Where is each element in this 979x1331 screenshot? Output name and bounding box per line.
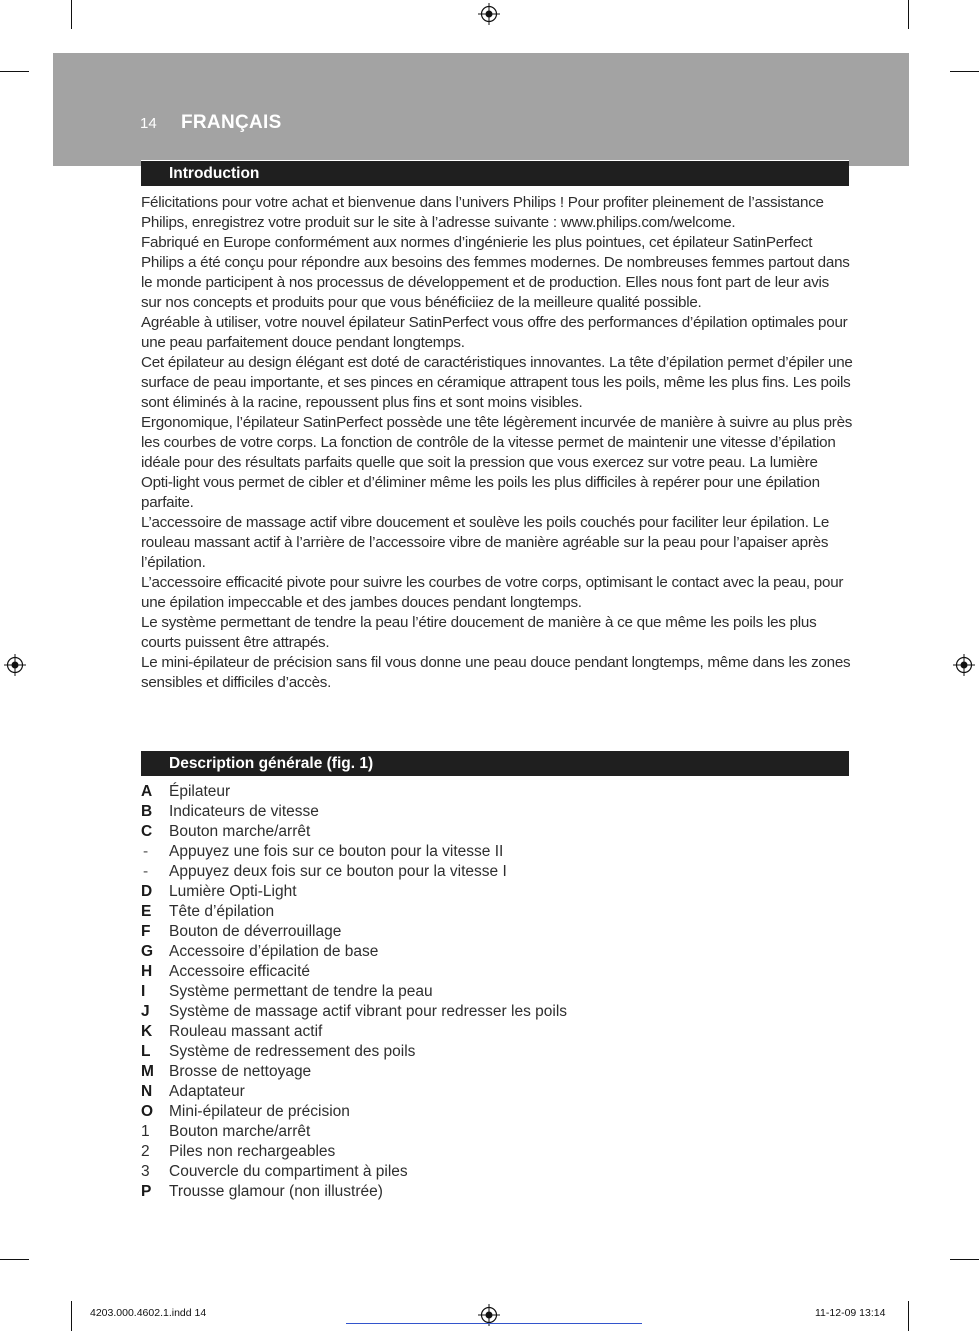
registration-mark-icon [4,654,26,676]
parts-list-item [141,842,841,862]
language-title: FRANÇAIS [181,112,282,133]
parts-item-text: Accessoire efficacité [169,963,310,980]
parts-item-key: D [141,883,153,900]
intro-paragraph: Félicitations pour votre achat et bienvenue dans l’univers Philips ! Pour profiter pleinement de l’assistance Philips, enregistrez votre produit sur le site à l’adresse suivante : www.philips.com/welcome. [141,194,824,231]
intro-paragraph: Fabriqué en Europe conformément aux normes d’ingénierie les plus pointues, cet épilateur SatinPerfect Philips a été conçu pour répondre aux besoins des femmes modernes. De nombreuses femmes partout dans le monde participent à nos processus de développement et de production. Elles nous font part de leur avis sur nos concepts et produits pour que vous bénéficiiez de la meilleure qualité possible. [141,234,850,311]
intro-paragraph: Le système permettant de tendre la peau l’étire doucement de manière à ce que même les poils les plus courts puissent être attrapés. [141,614,817,651]
crop-mark [950,1259,979,1260]
parts-item-text: Adaptateur [169,1083,245,1100]
crop-mark [0,1259,29,1260]
print-slug-file: 4203.000.4602.1.indd 14 [90,1307,207,1319]
parts-item-text: Système de massage actif vibrant pour redresser les poils [169,1003,568,1020]
section-heading-introduction [141,160,849,186]
parts-item-text: Trousse glamour (non illustrée) [169,1183,383,1200]
registration-mark-icon [478,3,500,25]
parts-list-item [141,882,841,902]
parts-item-key: P [141,1183,152,1200]
page-number: 14 [140,115,157,132]
intro-paragraph: L’accessoire efficacité pivote pour suivre les courbes de votre corps, optimisant le contact avec la peau, pour une épilation impeccable et des jambes douces pendant longtemps. [141,574,844,611]
intro-paragraph: Le mini-épilateur de précision sans fil vous donne une peau douce pendant longtemps, même dans les zones sensibles et difficiles d’accès. [141,654,851,691]
crop-mark [908,1301,909,1331]
parts-list-item [141,862,841,882]
parts-item-key: J [141,1003,150,1020]
parts-item-key: B [141,803,153,820]
parts-item-key: M [141,1063,154,1080]
parts-item-text: Accessoire d’épilation de base [169,943,379,960]
parts-item-text: Épilateur [169,783,231,800]
parts-item-key: - [143,843,149,860]
introduction-body [141,193,853,693]
parts-list-item [141,1062,841,1082]
parts-list-item [141,1162,841,1182]
parts-item-key: L [141,1043,151,1060]
parts-item-text: Mini-épilateur de précision [169,1103,350,1120]
parts-item-text: Tête d’épilation [169,903,275,920]
parts-item-key: C [141,823,153,840]
parts-item-text: Bouton marche/arrêt [169,1123,311,1140]
parts-list-item [141,1022,841,1042]
section-heading-text: Description générale (fig. 1) [169,755,374,772]
parts-item-key: A [141,783,153,800]
intro-paragraph: Ergonomique, l’épilateur SatinPerfect possède une tête légèrement incurvée de manière à suivre au plus près les courbes de votre corps. La fonction de contrôle de la vitesse permet de maintenir une vitesse d’épilation idéale pour des résultats parfaits quelle que soit la pression que vous exercez sur votre peau. La lumière Opti-light vous permet de cibler et d’éliminer même les poils les plus difficiles à repérer pour une épilation parfaite. [141,414,853,511]
parts-list-item [141,1002,841,1022]
crop-mark [950,71,979,72]
parts-item-text: Bouton de déverrouillage [169,923,342,940]
parts-item-text: Piles non rechargeables [169,1143,336,1160]
parts-list-item [141,1082,841,1102]
parts-item-key: G [141,943,154,960]
parts-item-key: I [141,983,146,1000]
parts-item-text: Rouleau massant actif [169,1023,323,1040]
parts-item-key: 2 [141,1143,150,1160]
registration-mark-icon [953,654,975,676]
parts-item-key: O [141,1103,154,1120]
parts-item-key: N [141,1083,153,1100]
parts-item-text: Indicateurs de vitesse [169,803,319,820]
parts-item-text: Brosse de nettoyage [169,1063,312,1080]
parts-item-key: - [143,863,149,880]
intro-paragraph: Agréable à utiliser, votre nouvel épilateur SatinPerfect vous offre des performances d’épilation optimales pour une peau parfaitement douce pendant longtemps. [141,314,848,351]
parts-item-text: Appuyez une fois sur ce bouton pour la vitesse II [169,843,504,860]
section-heading-text: Introduction [169,165,260,182]
parts-item-text: Système permettant de tendre la peau [169,983,433,1000]
parts-list-item [141,922,841,942]
parts-item-key: 1 [141,1123,150,1140]
slug-rule [346,1323,642,1324]
parts-item-key: K [141,1023,153,1040]
header-band [53,53,909,166]
parts-list-item [141,902,841,922]
print-slug-datetime: 11-12-09 13:14 [815,1307,886,1319]
intro-paragraph: L’accessoire de massage actif vibre doucement et soulève les poils couchés pour faciliter leur épilation. Le rouleau massant actif à l’arrière de l’accessoire vibre de manière agréable sur la peau pour l’apaiser après l’épilation. [141,514,830,571]
parts-list-item [141,1102,841,1122]
parts-item-text: Couvercle du compartiment à piles [169,1163,408,1180]
crop-mark [71,0,72,29]
parts-list [141,782,841,1202]
parts-item-text: Lumière Opti-Light [169,883,297,900]
intro-paragraph: Cet épilateur au design élégant est doté de caractéristiques innovantes. La tête d’épilation permet d’épiler une surface de peau importante, et ses pinces en céramique attrapent tous les poils, même les plus fins. Les poils sont éliminés à la racine, repoussent plus fins et sont moins visibles. [141,354,853,411]
parts-list-item [141,1182,841,1202]
parts-item-text: Système de redressement des poils [169,1043,416,1060]
parts-list-item [141,1122,841,1142]
parts-list-item [141,782,841,802]
section-heading-description [141,750,849,776]
parts-item-key: H [141,963,153,980]
parts-item-text: Appuyez deux fois sur ce bouton pour la vitesse I [169,863,507,880]
parts-list-item [141,962,841,982]
parts-list-item [141,822,841,842]
parts-item-key: E [141,903,152,920]
crop-mark [908,0,909,29]
parts-list-item [141,982,841,1002]
crop-mark [0,71,29,72]
parts-list-item [141,802,841,822]
parts-item-key: 3 [141,1163,150,1180]
parts-list-item [141,942,841,962]
parts-item-text: Bouton marche/arrêt [169,823,311,840]
parts-list-item [141,1042,841,1062]
crop-mark [71,1301,72,1331]
parts-list-item [141,1142,841,1162]
parts-item-key: F [141,923,151,940]
